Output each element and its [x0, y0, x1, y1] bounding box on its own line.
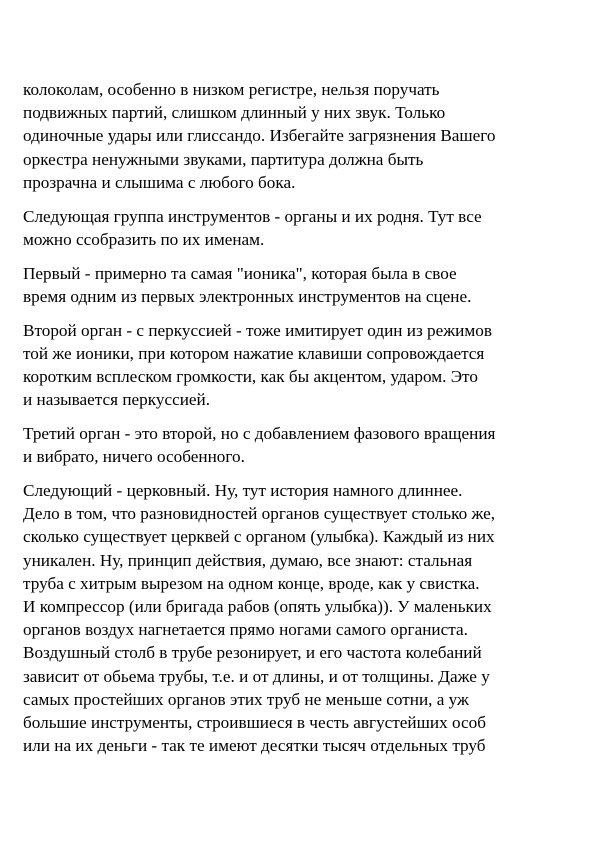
paragraph-first-organ: [23, 262, 583, 308]
text-line: коротким всплеском громкости, как бы акцентом, ударом. Это: [23, 367, 478, 387]
text-line: или на их деньги - так те имеют десятки тысяч отдельных труб: [23, 736, 486, 756]
text-line: уникален. Ну, принцип действия, думаю, все знают: стальная: [23, 550, 473, 570]
text-line: одиночные удары или глиссандо. Избегайте загрязнения Вашего: [23, 126, 496, 146]
text-line: той же ионики, при котором нажатие клавиши сопровождается: [23, 343, 485, 363]
text-line: Воздушный столб в трубе резонирует, и его частота колебаний: [23, 643, 482, 663]
text-line: Первый - примерно та самая "ионика", которая была в свое: [23, 263, 457, 283]
text-line: колоколам, особенно в низком регистре, нельзя поручать: [23, 80, 440, 99]
text-line: и называется перкуссией.: [23, 390, 211, 410]
text-line: время одним из первых электронных инструментов на сцене.: [23, 286, 472, 306]
paragraph-second-organ: [23, 319, 583, 412]
paragraph-church-organ: [23, 479, 583, 757]
text-line: самых простейших органов этих труб не меньше сотни, а уж: [23, 689, 469, 709]
text-line: зависит от обьема трубы, т.е. и от длины, и от толщины. Даже у: [23, 666, 490, 686]
paragraph-third-organ: [23, 422, 583, 468]
text-line: труба с хитрым вырезом на одном конце, вроде, как у свистка.: [23, 573, 480, 593]
text-line: можно ссобразить по их именам.: [23, 229, 265, 249]
paragraph-organs-intro: [23, 205, 583, 251]
text-line: прозрачна и слышима с любого бока.: [23, 172, 296, 192]
text-line: Следующая группа инструментов - органы и их родня. Тут все: [23, 206, 482, 226]
text-line: Следующий - церковный. Ну, тут история намного длиннее.: [23, 481, 463, 501]
text-line: Второй орган - с перкуссией - тоже имитирует один из режимов: [23, 320, 492, 340]
body-text: [23, 78, 583, 768]
text-line: Третий орган - это второй, но с добавлением фазового вращения: [23, 424, 496, 444]
text-line: сколько существует церквей с органом (улыбка). Каждый из них: [23, 527, 495, 547]
text-line: И компрессор (или бригада рабов (опять улыбка)). У маленьких: [23, 597, 492, 617]
text-line: Дело в том, что разновидностей органов существует столько же,: [23, 504, 496, 524]
text-line: подвижных партий, слишком длинный у них звук. Только: [23, 103, 446, 123]
text-line: органов воздух нагнетается прямо ногами самого органиста.: [23, 620, 468, 640]
text-line: и вибрато, ничего особенного.: [23, 447, 245, 467]
paragraph-bells: [23, 78, 583, 194]
text-line: оркестра ненужными звуками, партитура должна быть: [23, 149, 424, 169]
text-line: большие инструменты, строившиеся в честь августейших особ: [23, 713, 486, 733]
